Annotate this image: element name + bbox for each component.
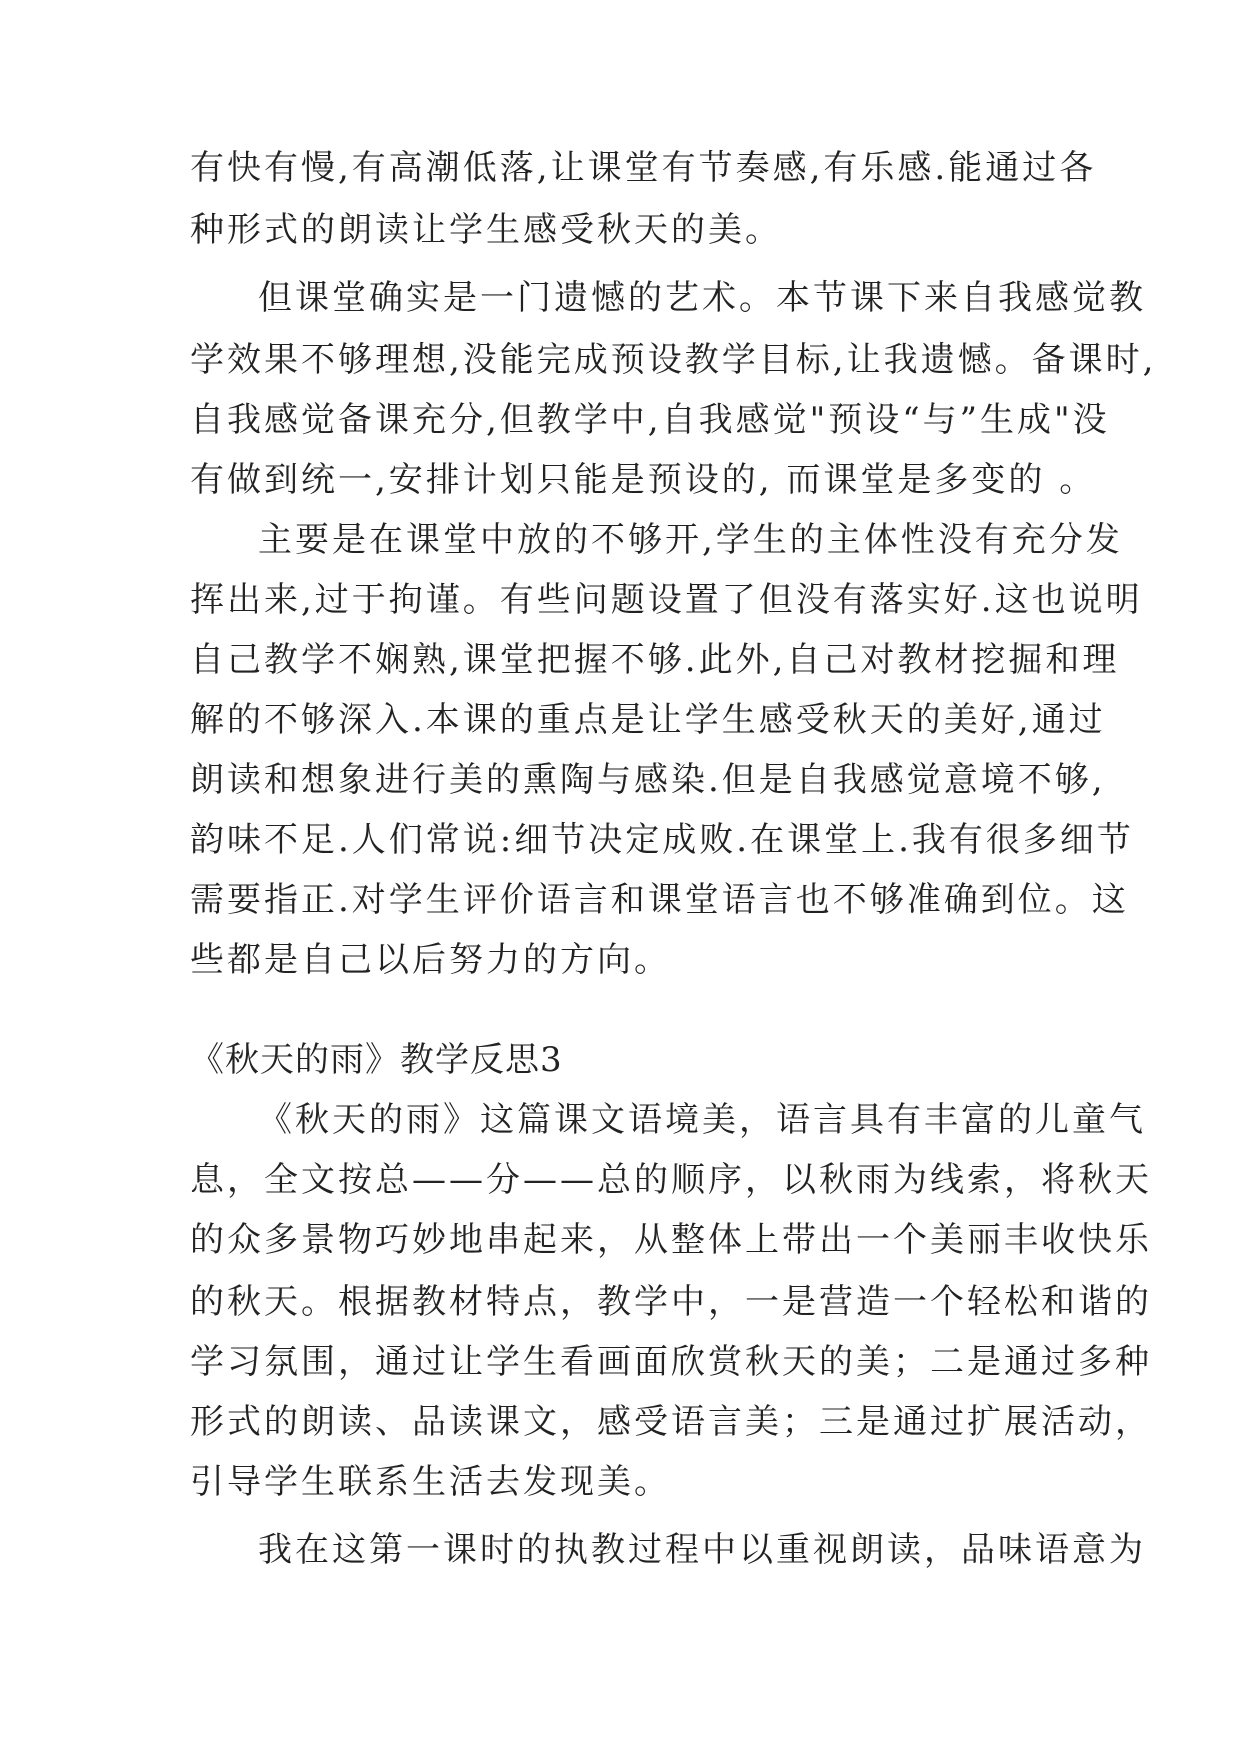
text-line: 自己教学不娴熟,课堂把握不够.此外,自己对教材挖掘和理 [190, 640, 1120, 680]
text-line: 些都是自己以后努力的方向。 [190, 940, 671, 980]
paragraph-start-line: 我在这第一课时的执教过程中以重视朗读，品味语意为 [258, 1530, 1146, 1570]
paragraph-start-line: 《秋天的雨》这篇课文语境美，语言具有丰富的儿童气 [258, 1100, 1146, 1140]
text-line: 形式的朗读、品读课文，感受语言美；三是通过扩展活动， [190, 1402, 1152, 1442]
paragraph-start-line: 但课堂确实是一门遗憾的艺术。本节课下来自我感觉教 [258, 278, 1146, 318]
text-line: 的众多景物巧妙地串起来，从整体上带出一个美丽丰收快乐 [190, 1220, 1152, 1260]
text-line: 种形式的朗读让学生感受秋天的美。 [190, 210, 782, 250]
text-line: 的秋天。根据教材特点，教学中，一是营造一个轻松和谐的 [190, 1282, 1152, 1322]
section-heading: 《秋天的雨》教学反思3 [190, 1040, 563, 1080]
text-line: 挥出来,过于拘谨。有些问题设置了但没有落实好.这也说明 [190, 580, 1143, 620]
text-line: 学习氛围，通过让学生看画面欣赏秋天的美；二是通过多种 [190, 1342, 1152, 1382]
text-line: 学效果不够理想,没能完成预设教学目标,让我遗憾。备课时, [190, 340, 1157, 380]
text-line: 有做到统一,安排计划只能是预设的, 而课堂是多变的 。 [190, 460, 1097, 500]
text-line: 引导学生联系生活去发现美。 [190, 1462, 671, 1502]
text-line: 息，全文按总——分——总的顺序，以秋雨为线索，将秋天 [190, 1160, 1152, 1200]
paragraph-start-line: 主要是在课堂中放的不够开,学生的主体性没有充分发 [258, 520, 1123, 560]
text-line: 朗读和想象进行美的熏陶与感染.但是自我感觉意境不够, [190, 760, 1106, 800]
text-line: 解的不够深入.本课的重点是让学生感受秋天的美好,通过 [190, 700, 1106, 740]
text-line: 有快有慢,有高潮低落,让课堂有节奏感,有乐感.能通过各 [190, 148, 1097, 188]
text-line: 需要指正.对学生评价语言和课堂语言也不够准确到位。这 [190, 880, 1129, 920]
text-line: 自我感觉备课充分,但教学中,自我感觉"预设“与”生成"没 [190, 400, 1110, 440]
text-line: 韵味不足.人们常说:细节决定成败.在课堂上.我有很多细节 [190, 820, 1134, 860]
